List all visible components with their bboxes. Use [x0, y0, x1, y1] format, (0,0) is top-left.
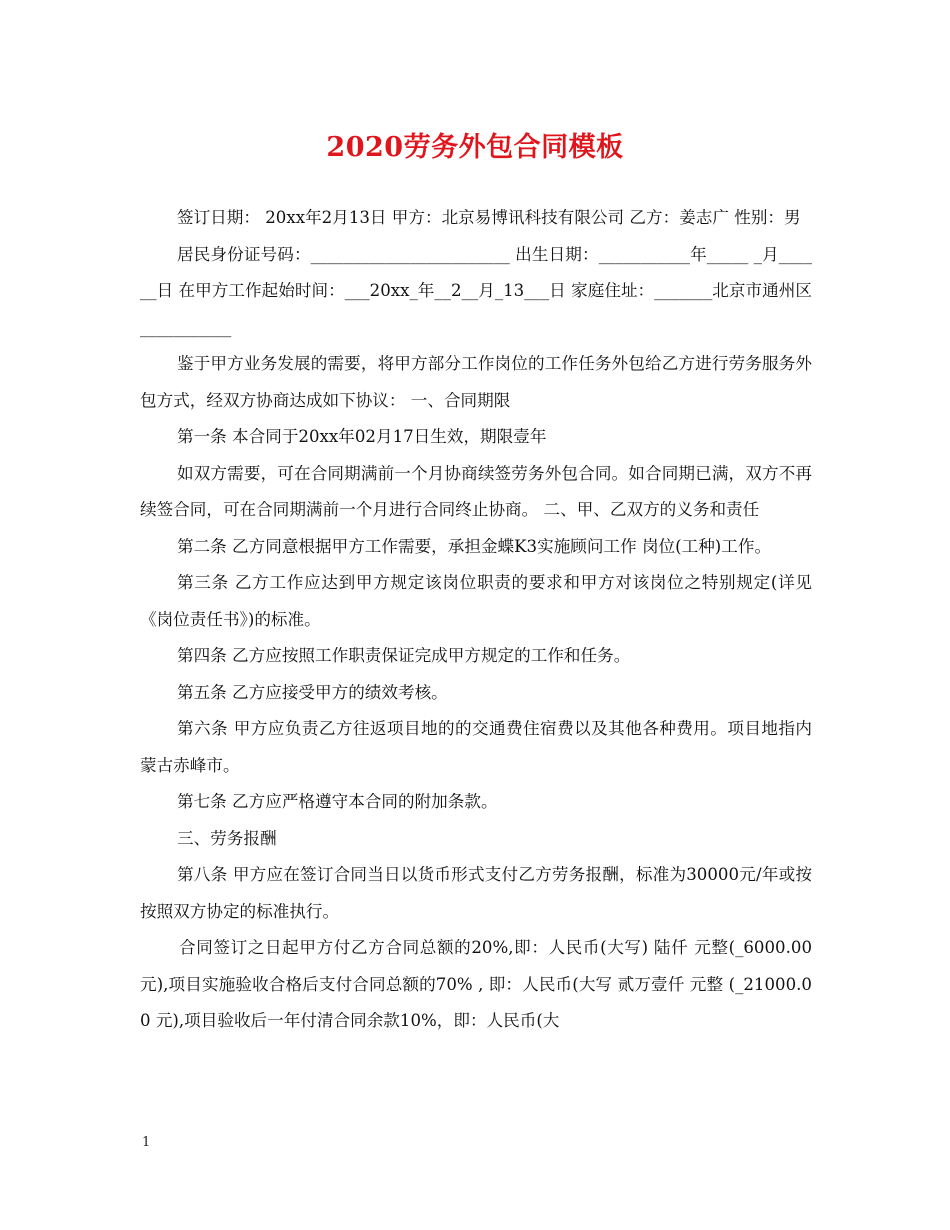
- paragraph-article-6: 第六条 甲方应负责乙方往返项目地的的交通费住宿费以及其他各种费用。项目地指内蒙古赤峰市。: [140, 719, 812, 775]
- paragraph-article-7: 第七条 乙方应严格遵守本合同的附加条款。: [177, 792, 498, 811]
- paragraph-renewal: 如双方需要，可在合同期满前一个月协商续签劳务外包合同。如合同期已满，双方不再续签合同，可在合同期满前一个月进行合同终止协商。 二、甲、乙双方的义务和责任: [140, 463, 812, 519]
- document-body: [140, 200, 812, 1040]
- paragraph-article-5: 第五条 乙方应接受甲方的绩效考核。: [177, 682, 448, 702]
- section-heading-remuneration: 三、劳务报酬: [177, 828, 277, 848]
- document-title: 2020劳务外包合同模板: [326, 132, 624, 163]
- page-number: 1: [142, 1135, 151, 1150]
- paragraph-payment-schedule: 合同签订之日起甲方付乙方合同总额的20%,即：人民币(大写) 陆仟 元整(_6000.00 元),项目实施验收合格后支付合同总额的70% , 即：人民币(大写 贰万壹仟 元整 (_21000.00 元),项目验收后一年付清合同余款10%，即：人民币(大: [140, 938, 812, 1030]
- paragraph-article-1: 第一条 本合同于20xx年02月17日生效，期限壹年: [177, 427, 547, 446]
- paragraph-article-4: 第四条 乙方应按照工作职责保证完成甲方规定的工作和任务。: [177, 646, 631, 665]
- paragraph-preamble: 鉴于甲方业务发展的需要，将甲方部分工作岗位的工作任务外包给乙方进行劳务服务外包方式，经双方协商达成如下协议： 一、合同期限: [140, 354, 812, 410]
- paragraph-article-8: 第八条 甲方应在签订合同当日以货币形式支付乙方劳务报酬，标准为30000元/年或按按照双方协定的标准执行。: [140, 865, 812, 921]
- paragraph-signing-info: 签订日期： 20xx年2月13日 甲方：北京易博讯科技有限公司 乙方：姜志广 性别：男: [177, 208, 801, 227]
- paragraph-personal-info: 居民身份证号码：________________________ 出生日期：___________年_____ _月______日 在甲方工作起始时间：___20xx_年__2__月_13___日 家庭住址：_______北京市通州区___________: [140, 244, 812, 337]
- paragraph-article-3: 第三条 乙方工作应达到甲方规定该岗位职责的要求和甲方对该岗位之特别规定(详见《岗位责任书》)的标准。: [140, 573, 812, 629]
- paragraph-article-2: 第二条 乙方同意根据甲方工作需要，承担金蝶K3实施顾问工作 岗位(工种)工作。: [177, 536, 772, 556]
